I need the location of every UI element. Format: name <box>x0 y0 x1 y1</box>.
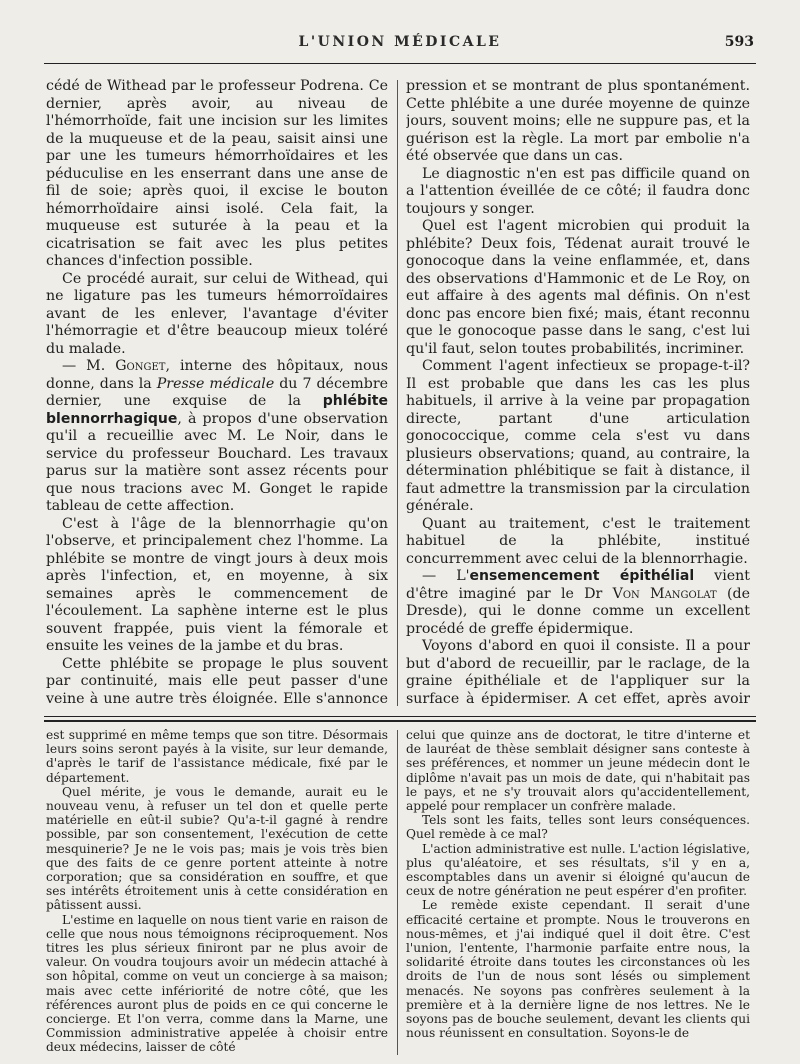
paragraph: Quel est l'agent microbien qui produit la phlébite? Deux fois, Tédenat aurait trouvé le gonocoque dans la veine enflammée, et, dans des observations d'Hammonic et de Le Roy, on eut affaire à des agents mal définis. On n'est donc pas encore bien fixé; mais, étant reconnu que le gonocoque passe dans le sang, c'est lui qu'il faut, selon toutes probabilités, incriminer. <box>406 218 750 357</box>
text-run: du 7 décembre dernier, une exquise de la <box>46 375 388 409</box>
paragraph: Le diagnostic n'en est pas difficile quand on a l'attention éveillée de ce côté; il faudra donc toujours y songer. <box>406 165 750 217</box>
page-number: 593 <box>724 34 754 50</box>
paragraph: est supprimé en même temps que son titre. Désormais leurs soins seront payés à la visite, sur leur demande, d'après le tarif de l'assistance médicale, fixé par le département. <box>46 728 388 785</box>
paragraph: Le remède existe cependant. Il serait d'une efficacité certaine et prompte. Nous le trouverons en nous-mêmes, et j'ai indiqué quel il doit être. C'est l'union, l'entente, l'harmonie parfaite entre nous, la solidarité étroite dans toutes les circonstances où les droits de l'un de nous sont lésés ou simplement menacés. Ne soyons pas confrères seulement à la première et à la dernière ligne de nos lettres. Ne le soyons pas de bouche seulement, devant les clients qui nous réunissent en consultation. Soyons-le de <box>406 898 750 1041</box>
journal-name: Presse médicale <box>156 375 275 392</box>
paragraph: Tels sont les faits, telles sont leurs conséquences. Quel remède à ce mal? <box>406 813 750 842</box>
text-run: — L' <box>422 568 470 584</box>
section-rule <box>44 716 756 717</box>
author-name: Von Mangolat <box>612 585 717 602</box>
paragraph: cédé de Withead par le professeur Podrena. Ce dernier, après avoir, au niveau de l'hémorrhoïde, fait une incision sur les limites de la muqueuse et de la peau, saisit ainsi une par une les tumeurs hémorrhoïdaires et les péduculise en les enserrant dans une anse de fil de soie; après quoi, il excise le bouton hémorrhoïdaire ainsi isolé. Cela fait, la muqueuse est suturée à la peau et la cicatrisation se fait avec les plus petites chances d'infection possible. <box>46 78 388 269</box>
text-run: vient d'être imaginé par le Dr <box>406 568 750 602</box>
text-run: , à propos d'une observation qu'il a recueillie avec M. Le Noir, dans le service du professeur Bouchard. Les travaux parus sur la matière sont assez récents pour que nous tracions avec M. Gonget le rapide tableau de cette affection. <box>46 410 388 514</box>
paragraph: celui que quinze ans de doctorat, le titre d'interne et de lauréat de thèse semblait désigner sans conteste à ses préférences, et nommer un jeune médecin dont le diplôme n'avait pas un mois de date, qui n'habitait pas le pays, et ne s'y trouvait alors qu'accidentellement, appelé pour remplacer un confrère malade. <box>406 728 750 814</box>
paragraph: Quant au traitement, c'est le traitement habituel de la phlébite, institué concurremment avec celui de la blennorrhagie. <box>406 515 750 567</box>
journal-title: L'UNION MÉDICALE <box>298 34 502 50</box>
paragraph: Ce procédé aurait, sur celui de Withead, qui ne ligature pas les tumeurs hémorroïdaires avant de les enlever, l'avantage d'éviter l'hémorragie et d'être beaucoup mieux toléré du malade. <box>46 270 388 357</box>
text-run: , interne des hôpitaux, nous donne, dans la <box>46 358 388 392</box>
paragraph: C'est à l'âge de la blennorrhagie qu'on l'observe, et principalement chez l'homme. La phlébite se montre de vingt jours à deux mois après l'infection, et, en moyenne, à six semaines après le commencement de l'écoulement. La saphène interne est le plus souvent frappée, puis vient la fémorale et ensuite les veines de la jambe et du bras. <box>46 515 388 654</box>
text-run: — M. <box>62 358 116 374</box>
lower-left-column <box>46 728 388 1058</box>
section-rule-thick <box>44 720 756 722</box>
upper-left-column <box>46 78 388 708</box>
upper-right-column <box>406 78 750 708</box>
paragraph: Comment l'agent infectieux se propage-t-il? Il est probable que dans les cas les plus habituels, il arrive à la veine par propagation directe, partant d'une articulation gonococcique, comme cela s'est vu dans plusieurs observations; quand, au contraire, la détermination phlébitique se fait à distance, il faut admettre la transmission par la circulation générale. <box>406 358 750 514</box>
author-name: Gonget <box>115 358 166 374</box>
paragraph: pression et se montrant de plus spontanément. Cette phlébite a une durée moyenne de quinze jours, souvent moins; elle ne suppure pas, et la guérison est la règle. La mort par embolie n'a été observée que dans un cas. <box>406 78 750 164</box>
column-divider <box>397 730 398 1055</box>
running-header <box>44 34 756 56</box>
paragraph: L'estime en laquelle on nous tient varie en raison de celle que nous nous témoignons réciproquement. Nos titres les plus sérieux finiront par ne plus avoir de valeur. On voudra toujours avoir un médecin attaché à son hôpital, comme on veut un concierge à sa maison; mais avec cette infériorité de notre côté, que les références auront plus de poids en ce qui concerne le concierge. Et l'on verra, comme dans la Marne, une Commission administrative appelée à choisir entre deux médecins, laisser de côté <box>46 912 388 1055</box>
section-term: phlébite blennorrhagique <box>46 393 388 427</box>
paragraph: Quel mérite, je vous le demande, aurait eu le nouveau venu, à refuser un tel don et quelle perte matérielle en eût-il subie? Qu'a-t-il gagné à rendre possible, par son consentement, l'exécution de cette mesquinerie? Je ne le vois pas; mais je vois très bien que des faits de ce genre portent atteinte à notre corporation; que sa considération en souffre, et que ses intérêts étroitement unis à cette considération en pâtissent aussi. <box>46 784 388 913</box>
lower-right-column <box>406 728 750 1058</box>
paragraph <box>406 568 750 638</box>
paragraph: Cette phlébite se propage le plus souvent par continuité, mais elle peut passer d'une veine à une autre très éloignée. Elle s'annonce <box>46 655 388 707</box>
paragraph: L'action administrative est nulle. L'action législative, plus qu'aléatoire, et ses résultats, s'il y en a, escomptables dans un avenir si éloigné qu'aucun de ceux de notre génération ne peut espérer d'en profiter. <box>406 841 750 899</box>
column-divider <box>397 80 398 706</box>
paragraph: Voyons d'abord en quoi il consiste. Il a pour but d'abord de recueillir, par le raclage, de la graine épithéliale et de l'appliquer sur la surface à épidermiser. A cet effet, après avoir <box>406 638 750 707</box>
section-term: ensemencement épithélial <box>469 568 695 584</box>
text-run: (de Dresde), qui le donne comme un excellent procédé de greffe épidermique. <box>406 585 750 637</box>
header-rule <box>44 63 756 64</box>
paragraph <box>46 358 388 516</box>
